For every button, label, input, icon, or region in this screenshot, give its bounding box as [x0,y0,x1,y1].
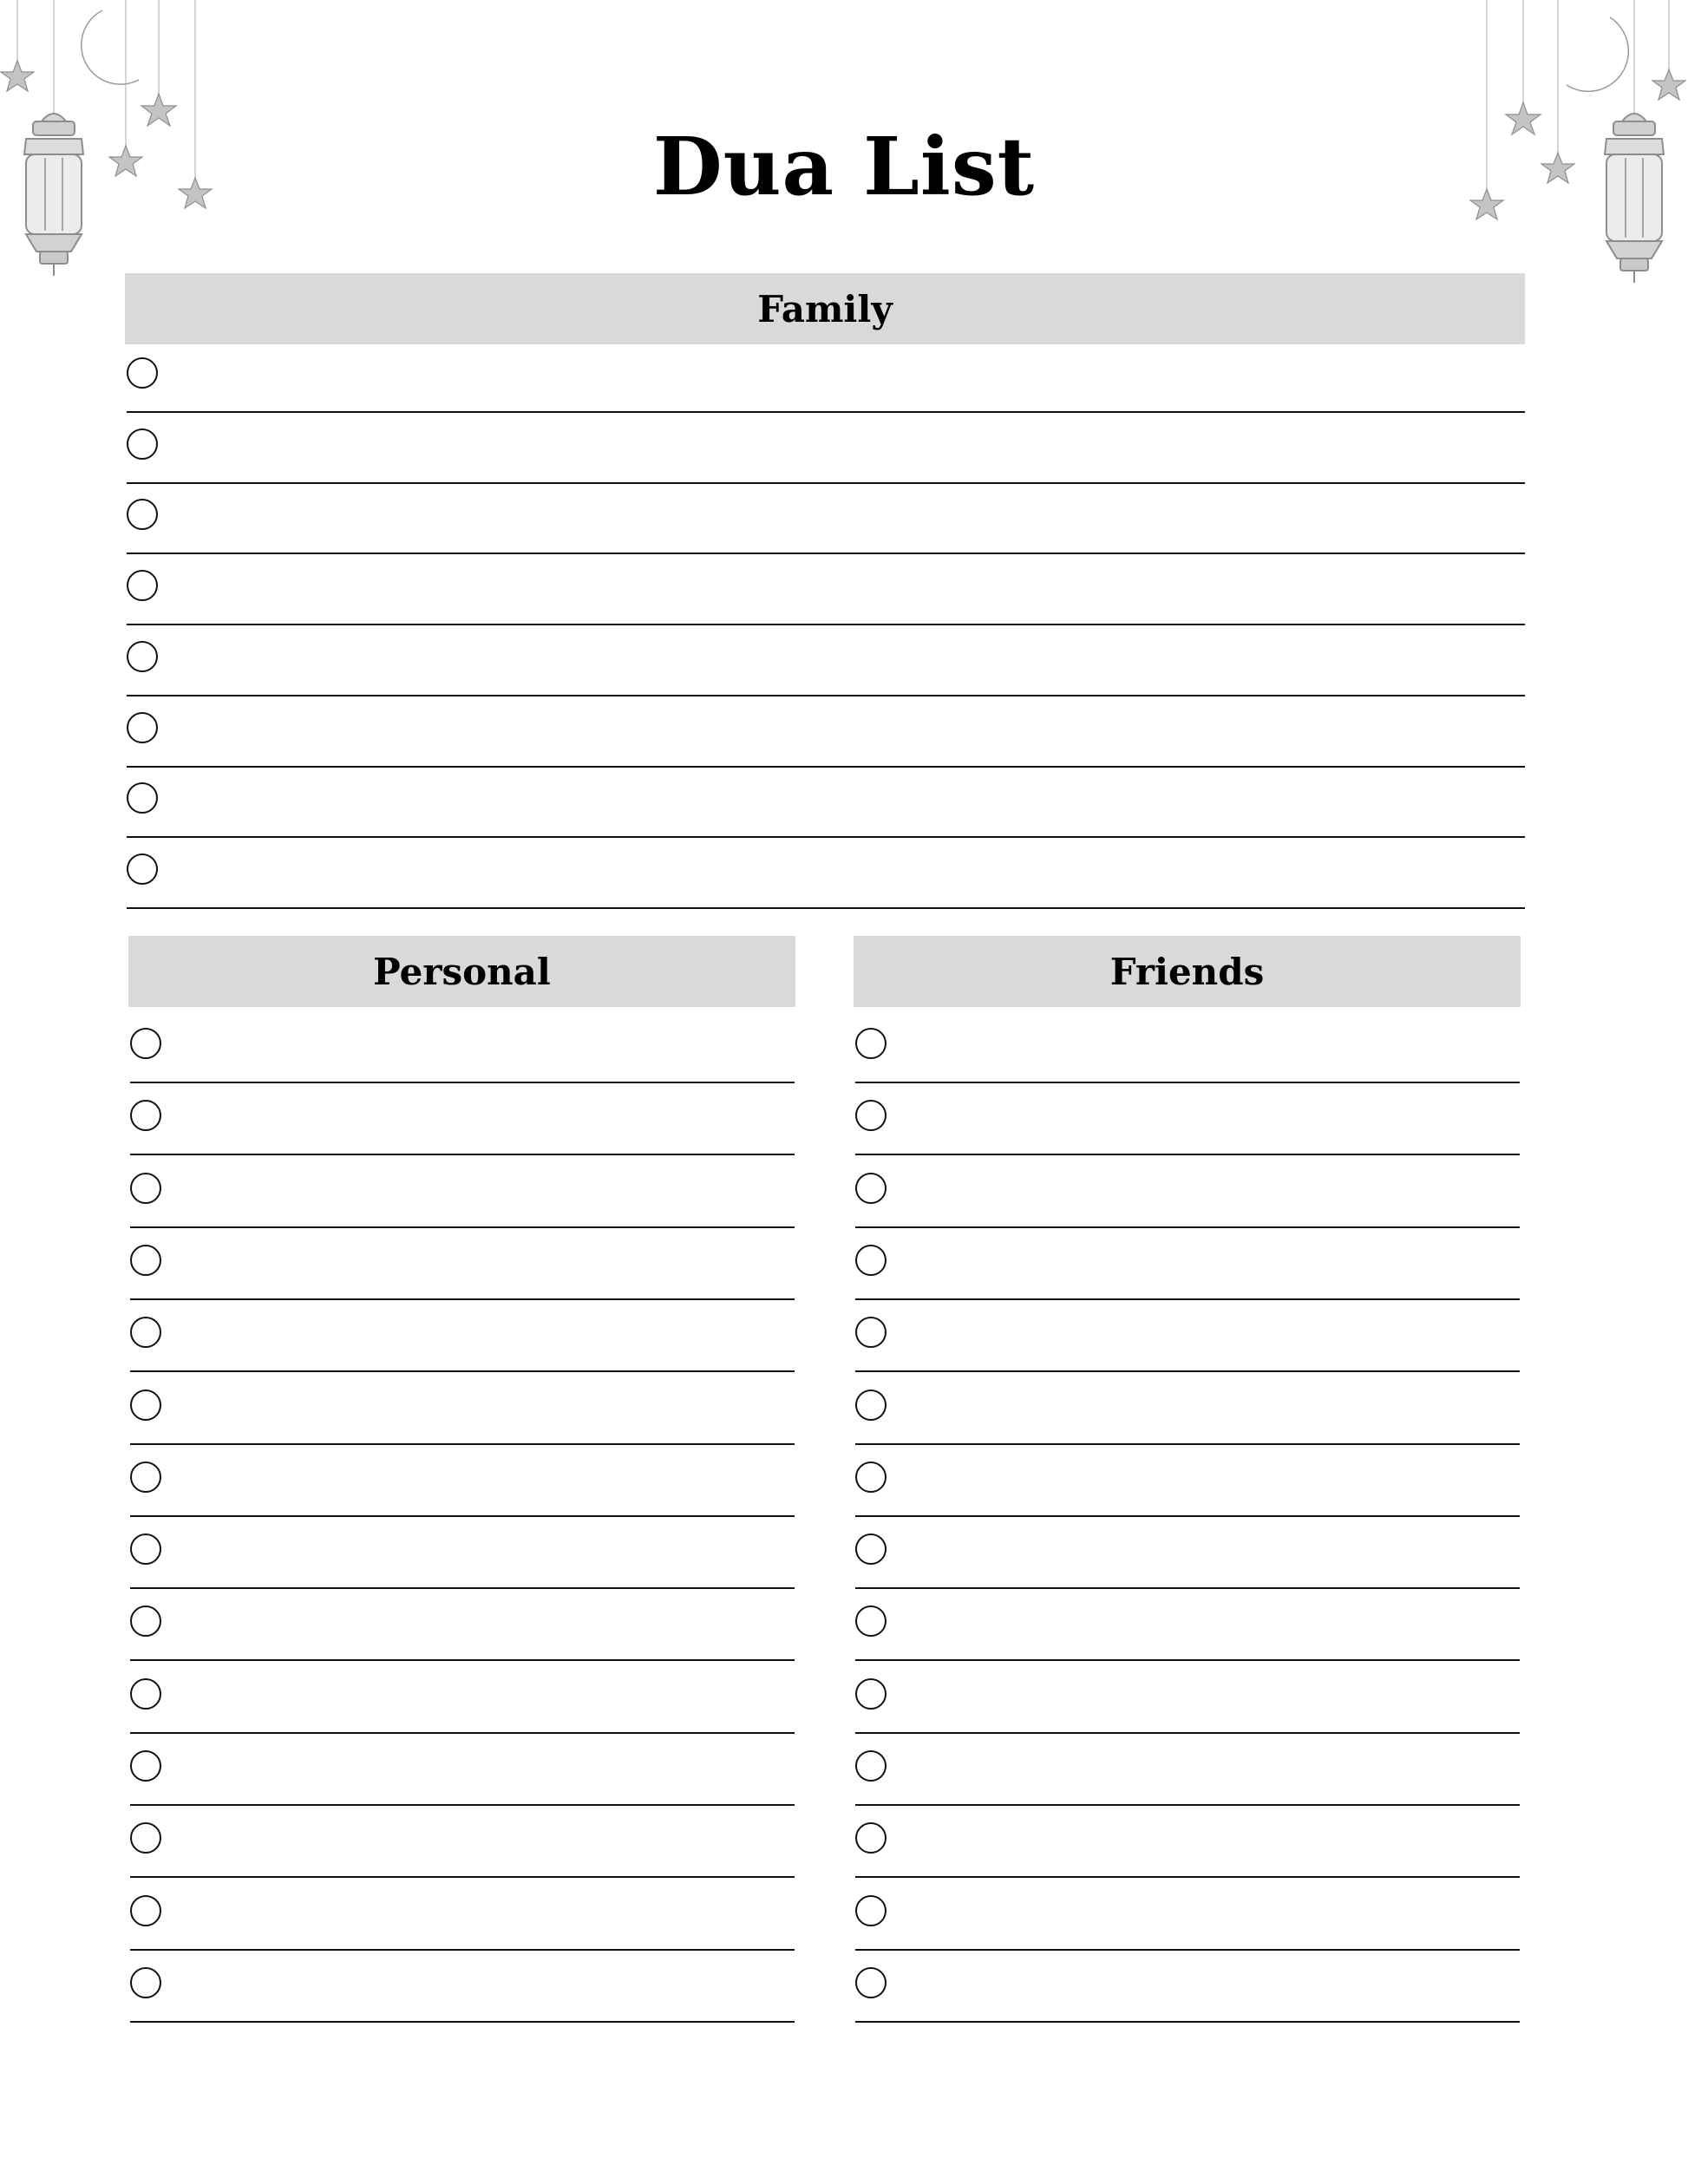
friends-checkbox[interactable] [855,1605,887,1637]
friends-checkbox[interactable] [855,1822,887,1854]
friends-checkbox[interactable] [855,1245,887,1276]
personal-checkbox[interactable] [130,1461,161,1493]
friends-entry-line[interactable] [855,1154,1520,1155]
friends-checkbox[interactable] [855,1533,887,1565]
friends-entry-line[interactable] [855,1949,1520,1951]
personal-checkbox[interactable] [130,1678,161,1710]
friends-checkbox[interactable] [855,1895,887,1926]
family-checkbox[interactable] [127,853,158,885]
personal-checkbox[interactable] [130,1245,161,1276]
friends-checkbox[interactable] [855,1967,887,1998]
personal-entry-line[interactable] [130,1154,795,1155]
personal-header: Personal [128,936,795,1007]
personal-entry-line[interactable] [130,1732,795,1734]
personal-entry-line[interactable] [130,1659,795,1661]
personal-entry-line[interactable] [130,1443,795,1445]
personal-entry-line[interactable] [130,1226,795,1228]
crescent-moon-icon [82,10,139,84]
friends-entry-line[interactable] [855,1732,1520,1734]
personal-entry-line[interactable] [130,1587,795,1589]
family-checkbox[interactable] [127,712,158,743]
friends-entry-line[interactable] [855,1443,1520,1445]
friends-entry-line[interactable] [855,1370,1520,1372]
family-entry-line[interactable] [127,411,1525,413]
friends-entry-line[interactable] [855,1804,1520,1806]
personal-checkbox[interactable] [130,1173,161,1204]
friends-entry-line[interactable] [855,1226,1520,1228]
friends-entry-line[interactable] [855,1515,1520,1517]
personal-checkbox[interactable] [130,1533,161,1565]
family-header: Family [125,273,1525,344]
personal-checkbox[interactable] [130,1822,161,1854]
personal-entry-line[interactable] [130,1876,795,1878]
family-checkbox[interactable] [127,357,158,389]
friends-checkbox[interactable] [855,1750,887,1782]
page-title: Dua List [652,120,1036,213]
personal-checkbox[interactable] [130,1390,161,1421]
friends-entry-line[interactable] [855,1082,1520,1083]
personal-entry-line[interactable] [130,1949,795,1951]
family-checkbox[interactable] [127,499,158,530]
family-entry-line[interactable] [127,766,1525,768]
friends-header: Friends [854,936,1521,1007]
personal-checkbox[interactable] [130,1100,161,1131]
personal-entry-line[interactable] [130,1515,795,1517]
personal-checkbox[interactable] [130,1317,161,1348]
crescent-moon-icon [1567,17,1628,91]
personal-checkbox[interactable] [130,1967,161,1998]
friends-checkbox[interactable] [855,1390,887,1421]
friends-checkbox[interactable] [855,1173,887,1204]
family-checkbox[interactable] [127,782,158,814]
friends-checkbox[interactable] [855,1317,887,1348]
personal-checkbox[interactable] [130,1605,161,1637]
family-entry-line[interactable] [127,553,1525,554]
family-checkbox[interactable] [127,641,158,672]
personal-entry-line[interactable] [130,1804,795,1806]
friends-checkbox[interactable] [855,1100,887,1131]
friends-checkbox[interactable] [855,1028,887,1059]
family-checkbox[interactable] [127,428,158,460]
friends-entry-line[interactable] [855,1587,1520,1589]
friends-checkbox[interactable] [855,1461,887,1493]
family-entry-line[interactable] [127,695,1525,696]
personal-entry-line[interactable] [130,2021,795,2023]
personal-entry-line[interactable] [130,1370,795,1372]
personal-checkbox[interactable] [130,1028,161,1059]
family-entry-line[interactable] [127,482,1525,484]
personal-entry-line[interactable] [130,1298,795,1300]
friends-checkbox[interactable] [855,1678,887,1710]
personal-checkbox[interactable] [130,1750,161,1782]
family-entry-line[interactable] [127,624,1525,625]
personal-entry-line[interactable] [130,1082,795,1083]
friends-entry-line[interactable] [855,1659,1520,1661]
friends-entry-line[interactable] [855,2021,1520,2023]
family-entry-line[interactable] [127,836,1525,838]
family-entry-line[interactable] [127,907,1525,909]
personal-checkbox[interactable] [130,1895,161,1926]
friends-entry-line[interactable] [855,1876,1520,1878]
friends-entry-line[interactable] [855,1298,1520,1300]
family-checkbox[interactable] [127,570,158,601]
